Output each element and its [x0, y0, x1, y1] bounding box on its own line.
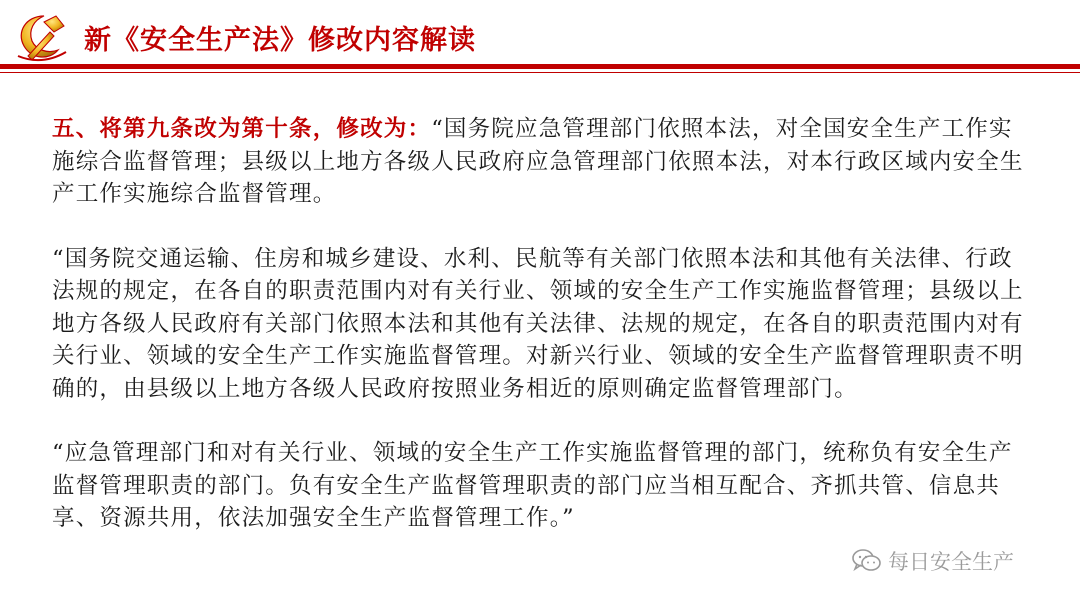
header-divider [0, 64, 1080, 69]
paragraph-2 [52, 243, 1032, 406]
paragraph-2-text: “国务院交通运输、住房和城乡建设、水利、民航等有关部门依照本法和其他有关法律、行政法规的规定，在各自的职责范围内对有关行业、领域的安全生产工作实施监督管理；县级以上地方各级人民政府有关部门依照本法和其他有关法律、法规的规定，在各自的职责范围内对有关行业、领域的安全生产工作实施监督管理。对新兴行业、领域的安全生产监督管理职责不明确的，由县级以上地方各级人民政府按照业务相近的原则确定监督管理部门。 [52, 245, 1024, 402]
paragraph-1 [52, 113, 1032, 211]
watermark-text: 每日安全生产 [888, 550, 1014, 574]
wechat-icon [852, 548, 882, 574]
watermark [848, 544, 1020, 578]
paragraph-1-text: “国务院应急管理部门依照本法，对全国安全生产工作实施综合监督管理；县级以上地方各级人民政府应急管理部门依照本法，对本行政区域内安全生产工作实施综合监督管理。 [52, 116, 1024, 207]
slide-body [52, 113, 1032, 535]
paragraph-lead: 五、将第九条改为第十条，修改为： [52, 116, 432, 142]
header-divider-thin [0, 72, 1080, 73]
paragraph-3-text: “应急管理部门和对有关行业、领域的安全生产工作实施监督管理的部门，统称负有安全生产监督管理职责的部门。负有安全生产监督管理职责的部门应当相互配合、齐抓共管、信息共享、资源共用，依法加强安全生产监督管理工作。” [52, 440, 1013, 531]
paragraph-3 [52, 437, 1032, 535]
slide-header [0, 0, 1080, 72]
party-emblem-icon [14, 10, 70, 64]
page-title: 新《安全生产法》修改内容解读 [84, 25, 476, 56]
